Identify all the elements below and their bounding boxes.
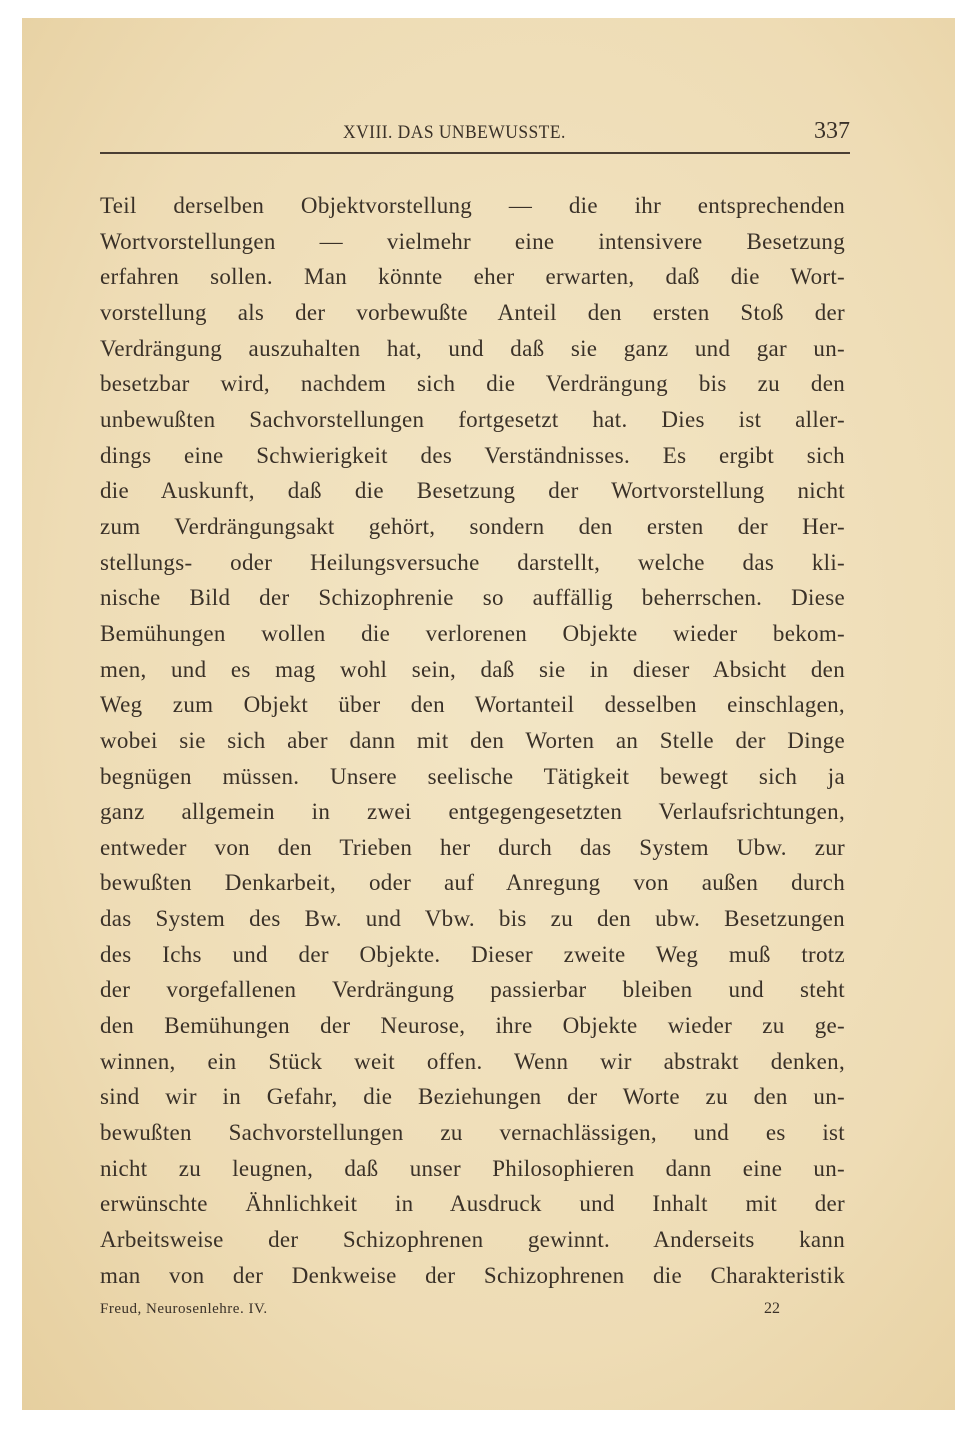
text-line: Teil derselben Objektvorstellung — die ihr entsprechenden bbox=[100, 193, 845, 218]
text-line: den Bemühungen der Neurose, ihre Objekte wieder zu ge- bbox=[100, 1013, 845, 1039]
text-line: erfahren sollen. Man könnte eher erwarten, daß die Wort- bbox=[100, 264, 845, 290]
body-text bbox=[100, 188, 845, 1293]
text-line: bewußten Denkarbeit, oder auf Anregung von außen durch bbox=[100, 870, 845, 896]
text-line: zum Verdrängungsakt gehört, sondern den ersten der Her- bbox=[100, 513, 845, 539]
text-line: Wortvorstellungen — vielmehr eine intensivere Besetzung bbox=[100, 228, 845, 254]
page-number: 337 bbox=[814, 118, 850, 144]
text-line: das System des Bw. und Vbw. bis zu den ubw. Besetzungen bbox=[100, 906, 845, 932]
text-line: vorstellung als der vorbewußte Anteil den ersten Stoß der bbox=[100, 299, 845, 325]
header-rule bbox=[100, 152, 850, 154]
sheet-number: 22 bbox=[764, 1300, 780, 1317]
text-line: dings eine Schwierigkeit des Verständnisses. Es ergibt sich bbox=[100, 442, 845, 468]
page-footer bbox=[100, 1300, 780, 1318]
text-line: wobei sie sich aber dann mit den Worten an Stelle der Dinge bbox=[100, 727, 845, 753]
text-line: Arbeitsweise der Schizophrenen gewinnt. Anderseits kann bbox=[100, 1227, 845, 1253]
text-line: nicht zu leugnen, daß unser Philosophieren dann eine un- bbox=[100, 1155, 845, 1181]
text-line: stellungs- oder Heilungsversuche darstellt, welche das kli- bbox=[100, 549, 845, 575]
text-line: besetzbar wird, nachdem sich die Verdrängung bis zu den bbox=[100, 371, 845, 397]
text-line: Bemühungen wollen die verlorenen Objekte wieder bekom- bbox=[100, 620, 845, 646]
text-line: unbewußten Sachvorstellungen fortgesetzt hat. Dies ist aller- bbox=[100, 406, 845, 432]
text-line: winnen, ein Stück weit offen. Wenn wir abstrakt denken, bbox=[100, 1048, 845, 1074]
text-line: erwünschte Ähnlichkeit in Ausdruck und Inhalt mit der bbox=[100, 1191, 845, 1217]
text-line: die Auskunft, daß die Besetzung der Wortvorstellung nicht bbox=[100, 478, 845, 504]
text-line: bewußten Sachvorstellungen zu vernachlässigen, und es ist bbox=[100, 1120, 845, 1146]
text-line: Verdrängung auszuhalten hat, und daß sie ganz und gar un- bbox=[100, 335, 845, 361]
text-line: entweder von den Trieben her durch das System Ubw. zur bbox=[100, 834, 845, 860]
page-header bbox=[100, 118, 850, 148]
signature-line: Freud, Neurosenlehre. IV. bbox=[100, 1301, 268, 1317]
text-line: sind wir in Gefahr, die Beziehungen der Worte zu den un- bbox=[100, 1084, 845, 1110]
text-line: der vorgefallenen Verdrängung passierbar bleiben und steht bbox=[100, 977, 845, 1003]
text-line: des Ichs und der Objekte. Dieser zweite Weg muß trotz bbox=[100, 941, 845, 967]
text-line: ganz allgemein in zwei entgegengesetzten Verlaufsrichtungen, bbox=[100, 799, 845, 825]
running-title: XVIII. DAS UNBEWUSSTE. bbox=[343, 122, 566, 143]
text-line: nische Bild der Schizophrenie so auffällig beherrschen. Diese bbox=[100, 585, 845, 611]
text-line: man von der Denkweise der Schizophrenen die Charakteristik bbox=[100, 1262, 845, 1288]
text-line: Weg zum Objekt über den Wortanteil desselben einschlagen, bbox=[100, 692, 845, 718]
text-line: begnügen müssen. Unsere seelische Tätigkeit bewegt sich ja bbox=[100, 763, 845, 789]
text-line: men, und es mag wohl sein, daß sie in dieser Absicht den bbox=[100, 656, 845, 682]
